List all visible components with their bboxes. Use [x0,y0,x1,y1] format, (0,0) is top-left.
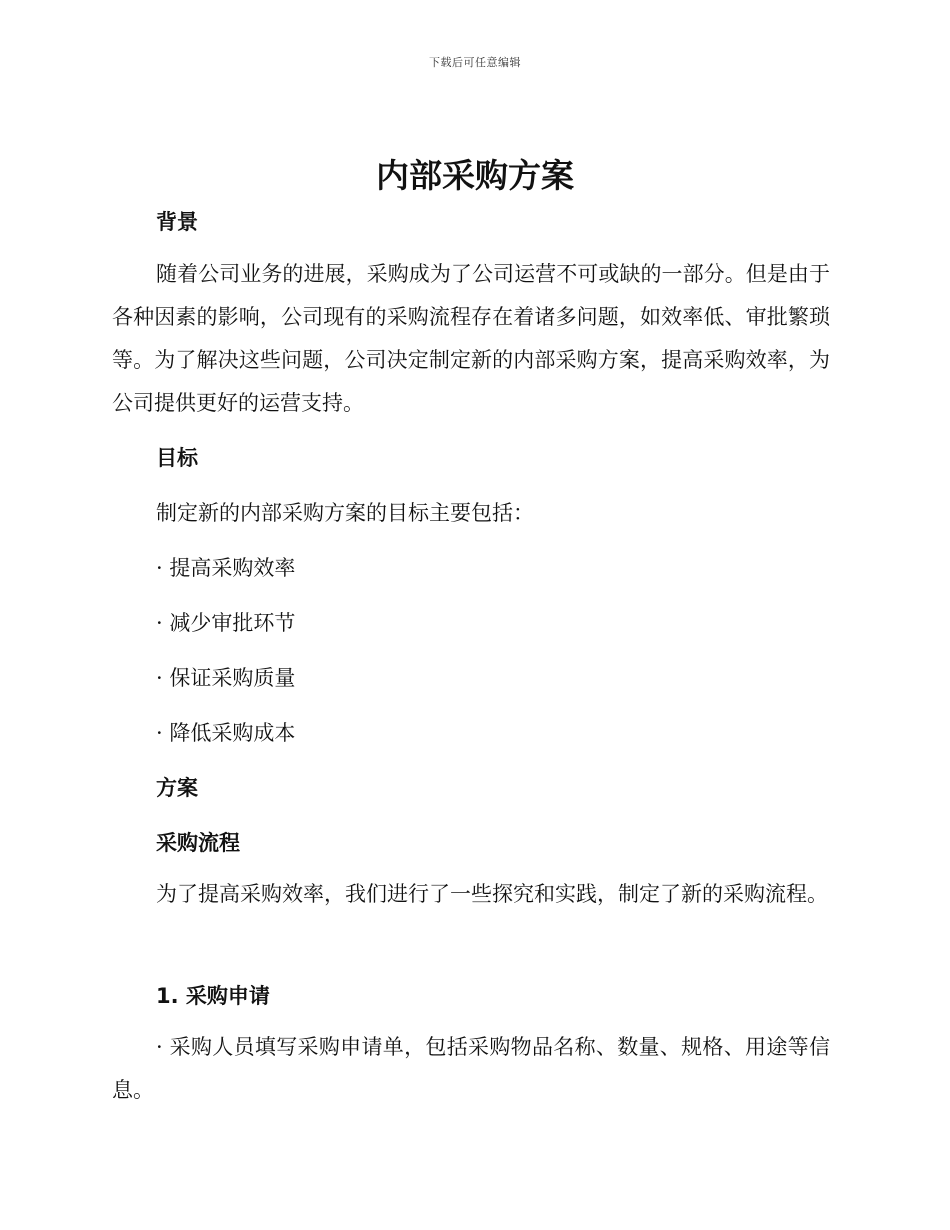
section-heading-goal: 目标 [156,446,198,470]
goal-intro: 制定新的内部采购方案的目标主要包括： [156,501,534,525]
background-paragraph: 随着公司业务的进展，采购成为了公司运营不可或缺的一部分。但是由于各种因素的影响，公司现有的采购流程存在着诸多问题，如效率低、审批繁琐等。为了解决这些问题，公司决定制定新的内部采购方案，提高采购效率，为公司提供更好的运营支持。 [112,262,830,415]
goal-list-item: · 保证采购质量 [156,666,296,690]
goal-list-item: · 提高采购效率 [156,556,296,580]
step1-heading: 1. 采购申请 [156,984,270,1008]
subsection-heading-process: 采购流程 [156,831,240,855]
goal-list-item: · 减少审批环节 [156,611,296,635]
document-title: 内部采购方案 [376,156,574,195]
section-heading-plan: 方案 [156,776,198,800]
header-note: 下载后可任意编辑 [429,56,521,69]
section-heading-background: 背景 [156,210,198,234]
process-paragraph: 为了提高采购效率，我们进行了一些探究和实践，制定了新的采购流程。 [156,882,828,906]
goal-list-item: · 降低采购成本 [156,721,296,745]
step1-paragraph: · 采购人员填写采购申请单，包括采购物品名称、数量、规格、用途等信息。 [112,1035,830,1102]
